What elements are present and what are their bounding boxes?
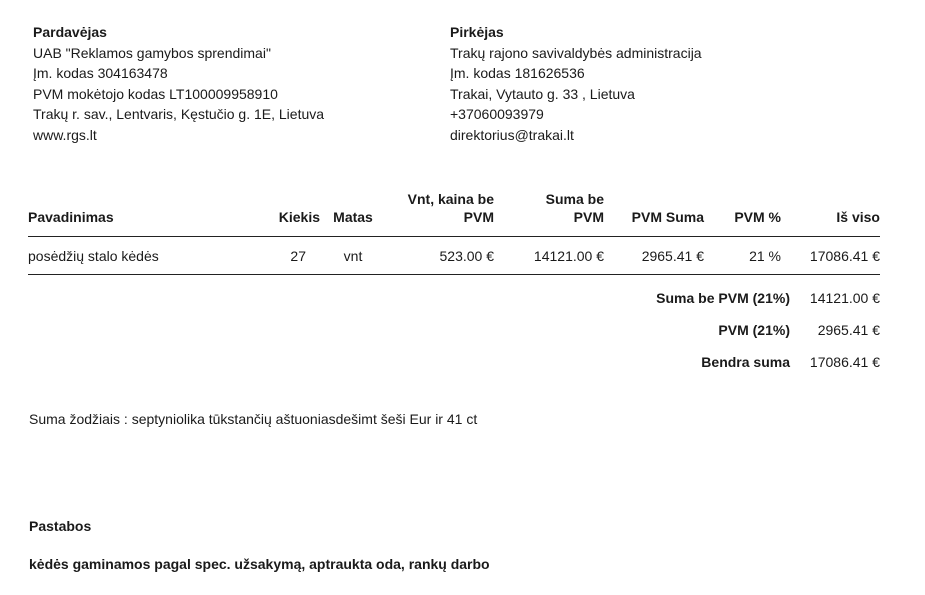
cell-unit: vnt <box>320 237 386 275</box>
seller-website: www.rgs.lt <box>33 126 97 143</box>
total-grand-row <box>701 354 880 370</box>
cell-vat-sum: 2965.41 € <box>604 237 704 275</box>
header-unit-price-line2: PVM <box>463 209 494 225</box>
seller-title: Pardavėjas <box>33 24 107 40</box>
buyer-address: Trakai, Vytauto g. 33 , Lietuva <box>450 85 635 102</box>
header-unit: Matas <box>320 190 386 237</box>
seller-address: Trakų r. sav., Lentvaris, Kęstučio g. 1E, Lietuva <box>33 106 325 123</box>
header-total: Iš viso <box>781 190 880 237</box>
buyer-email: direktorius@trakai.lt <box>450 126 574 143</box>
buyer-name: Trakų rajono savivaldybės administracija <box>450 44 702 61</box>
header-unit-price <box>386 190 494 237</box>
notes-title: Pastabos <box>29 518 92 534</box>
table-header-row <box>28 190 880 237</box>
seller-vat-code: PVM mokėtojo kodas LT100009958910 <box>33 85 278 102</box>
items-table <box>28 190 880 275</box>
header-name: Pavadinimas <box>28 190 258 237</box>
total-net-label: Suma be PVM (21%) <box>656 290 790 306</box>
header-sum-line1: Suma be <box>545 191 604 207</box>
header-sum-line2: PVM <box>573 209 604 225</box>
total-vat-value: 2965.41 € <box>817 322 880 338</box>
cell-name: posėdžių stalo kėdės <box>28 237 258 275</box>
buyer-title: Pirkėjas <box>450 24 504 40</box>
cell-sum-no-vat: 14121.00 € <box>494 237 604 275</box>
header-vat-percent: PVM % <box>704 190 781 237</box>
header-vat-sum: PVM Suma <box>604 190 704 237</box>
cell-vat-percent: 21 % <box>704 237 781 275</box>
seller-block <box>33 22 433 146</box>
total-net-value: 14121.00 € <box>809 290 880 306</box>
buyer-phone: +37060093979 <box>450 106 544 123</box>
total-grand-value: 17086.41 € <box>809 354 880 370</box>
cell-qty: 27 <box>258 237 320 275</box>
buyer-block <box>450 22 890 146</box>
total-grand-label: Bendra suma <box>701 354 790 370</box>
buyer-company-code: Įm. kodas 181626536 <box>450 65 585 82</box>
cell-unit-price: 523.00 € <box>386 237 494 275</box>
total-vat-label: PVM (21%) <box>718 322 790 338</box>
seller-name: UAB "Reklamos gamybos sprendimai" <box>33 44 271 61</box>
header-unit-price-line1: Vnt, kaina be <box>407 191 494 207</box>
table-row <box>28 237 880 275</box>
amount-in-words: Suma žodžiais : septyniolika tūkstančių aštuoniasdešimt šeši Eur ir 41 ct <box>29 411 478 427</box>
header-sum-no-vat <box>494 190 604 237</box>
cell-total: 17086.41 € <box>781 237 880 275</box>
notes-text: kėdės gaminamos pagal spec. užsakymą, aptraukta oda, rankų darbo <box>29 556 490 572</box>
seller-company-code: Įm. kodas 304163478 <box>33 65 168 82</box>
total-vat-row <box>718 322 880 338</box>
total-net-row <box>656 290 880 306</box>
header-qty: Kiekis <box>258 190 320 237</box>
